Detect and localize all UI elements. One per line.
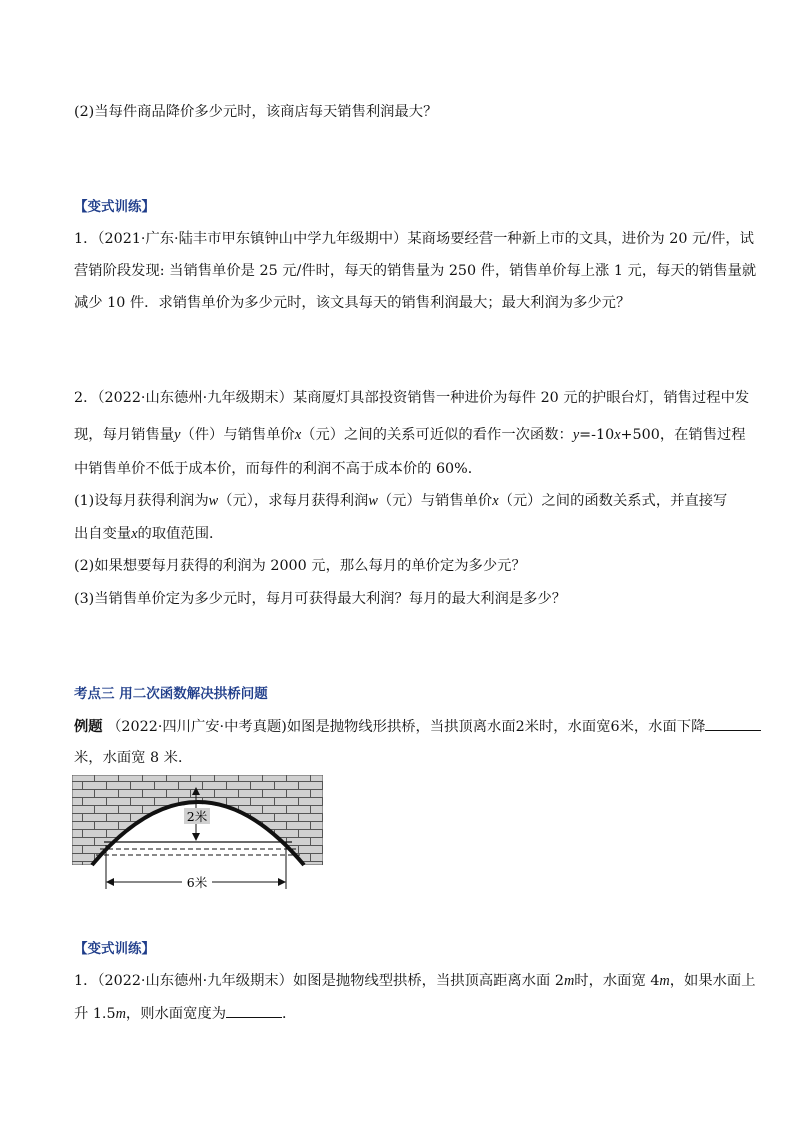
exercise-3-line-2 xyxy=(74,1003,296,1024)
arrow-down-icon xyxy=(192,833,200,841)
exercise-2-part-1 xyxy=(74,491,727,511)
text: ，如果水面上 xyxy=(669,973,756,989)
unit-m: m xyxy=(563,973,575,989)
variable-x: x xyxy=(492,493,499,509)
variable-x: x xyxy=(294,427,302,443)
text: ． xyxy=(282,1006,297,1022)
text: （元），求每月获得利润 xyxy=(218,493,369,509)
section-heading-variant-training-2: 【变式训练】 xyxy=(74,941,155,957)
answer-blank[interactable] xyxy=(226,1003,282,1018)
variable-x: x xyxy=(131,526,138,542)
kaodian-3-heading: 考点三 用二次函数解决拱桥问题 xyxy=(74,686,268,702)
exercise-2-line-1: 2．（2022·山东德州·九年级期末）某商厦灯具部投资销售一种进价为每件 20 元的护眼台灯，销售过程中发 xyxy=(74,390,750,406)
text: （元）之间的函数关系式，并直接写 xyxy=(498,493,728,509)
example-text: （2022·四川广安·中考真题)如图是抛物线形拱桥，当拱顶离水面2米时，水面宽6米，水面下降 xyxy=(107,719,706,735)
formula-x: x xyxy=(614,427,621,443)
exercise-2-line-2 xyxy=(74,425,746,445)
height-label: 2米 xyxy=(186,809,208,824)
answer-blank[interactable] xyxy=(705,716,761,731)
exercise-2-part-2: (2)如果想要每月获得的利润为 2000 元，那么每月的单价定为多少元？ xyxy=(74,558,526,574)
text: （元）之间的关系可近似的看作一次函数： xyxy=(301,427,573,443)
text: 升 1.5 xyxy=(74,1006,116,1022)
variable-w: w xyxy=(208,493,219,509)
example-line-1 xyxy=(74,716,761,737)
exercise-1-line-3: 减少 10 件．求销售单价为多少元时，该文具每天的销售利润最大；最大利润为多少元？ xyxy=(74,295,631,311)
exercise-2-part-3: (3)当销售单价定为多少元时，每月可获得最大利润？每月的最大利润是多少？ xyxy=(74,591,567,607)
arch-bridge-figure xyxy=(70,773,326,897)
formula-y: y xyxy=(572,427,580,443)
variable-y: y xyxy=(174,427,181,443)
unit-m: m xyxy=(115,1006,126,1022)
text: 1．（2022·山东德州·九年级期末）如图是抛物线型拱桥，当拱顶高距离水面 2 xyxy=(74,973,564,989)
exercise-3-line-1 xyxy=(74,971,756,991)
text: ，则水面宽度为 xyxy=(125,1006,226,1022)
text: 的取值范围． xyxy=(137,526,224,542)
arrow-right-icon xyxy=(278,878,286,886)
text: （件）与销售单价 xyxy=(180,427,295,443)
exercise-1-line-2: 营销阶段发现: 当销售单价是 25 元/件时，每天的销售量为 250 件，销售单价每上涨 1 元，每天的销售量就 xyxy=(74,263,757,279)
example-label: 例题 xyxy=(74,719,103,735)
question-part-2: (2)当每件商品降价多少元时，该商店每天销售利润最大？ xyxy=(74,104,438,120)
unit-m: m xyxy=(659,973,670,989)
text: (1)设每月获得利润为 xyxy=(74,493,209,509)
section-heading-variant-training: 【变式训练】 xyxy=(74,199,155,215)
text: 现，每月销售量 xyxy=(74,427,175,443)
text: 时，水面宽 4 xyxy=(574,973,660,989)
arrow-left-icon xyxy=(106,878,114,886)
formula-text: +500，在销售过程 xyxy=(620,427,746,443)
exercise-1-line-1: 1．（2021·广东·陆丰市甲东镇钟山中学九年级期中）某商场要经营一种新上市的文具，进价为 20 元/件，试 xyxy=(74,231,754,247)
variable-w: w xyxy=(368,493,378,509)
text: 出自变量 xyxy=(74,526,132,542)
formula-text: =-10 xyxy=(579,427,615,443)
exercise-2-line-3: 中销售单价不低于成本价，而每件的利润不高于成本价的 60%． xyxy=(74,461,483,477)
example-line-2: 米，水面宽 8 米． xyxy=(74,750,193,766)
text: （元）与销售单价 xyxy=(377,493,493,509)
width-label: 6米 xyxy=(186,875,208,890)
exercise-2-part-1-line-2 xyxy=(74,524,223,544)
